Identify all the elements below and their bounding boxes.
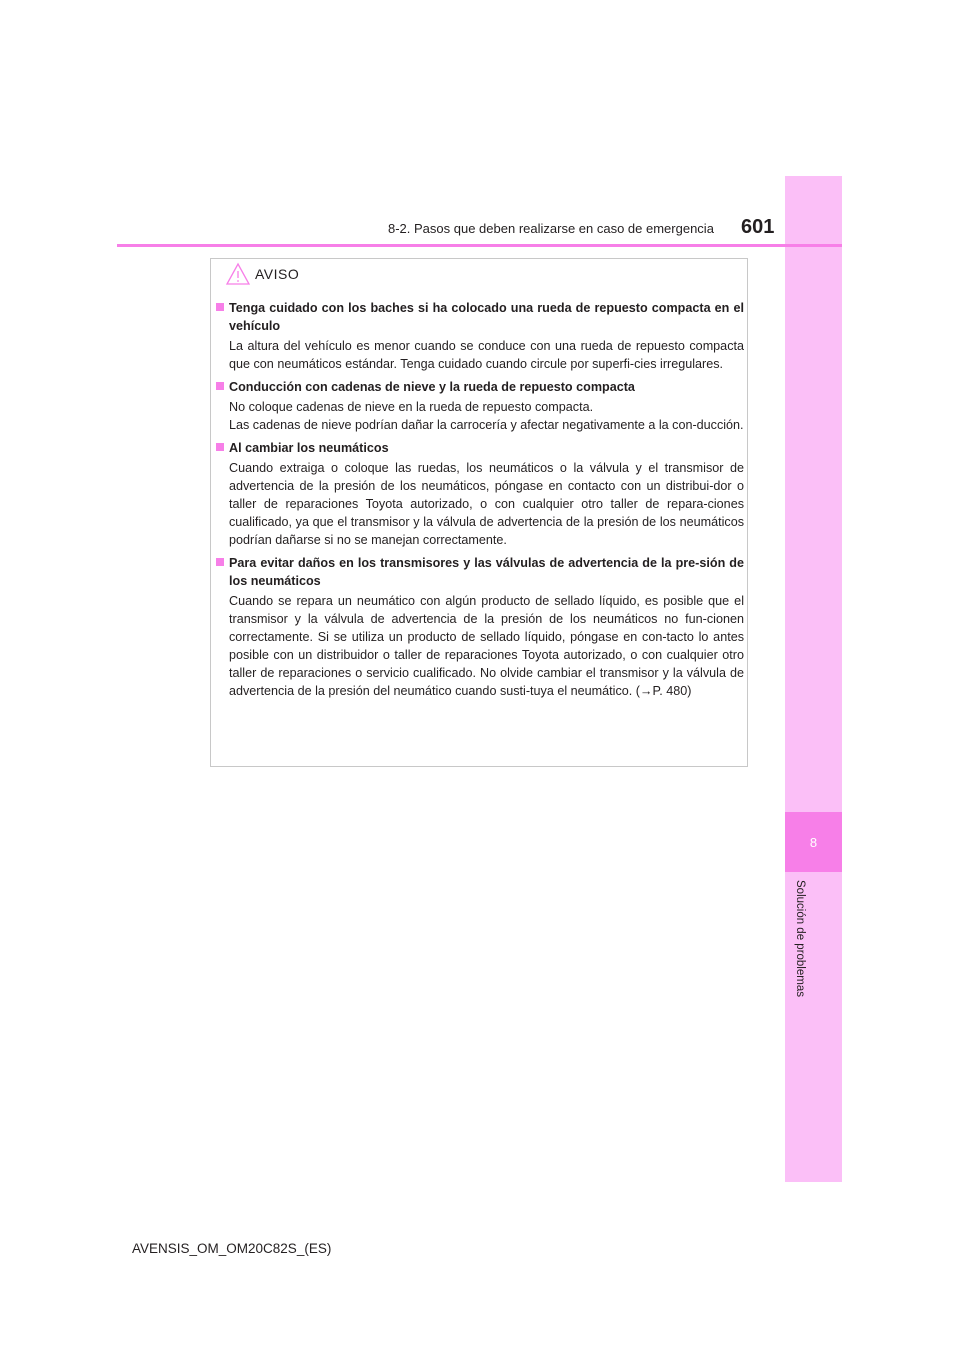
page-number: 601: [741, 216, 775, 238]
section-header-title: 8-2. Pasos que deben realizarse en caso de emergencia: [388, 221, 714, 236]
notice-section: [216, 439, 744, 549]
section-heading-text: Tenga cuidado con los baches si ha colocado una rueda de repuesto compacta en el vehículo: [229, 301, 744, 333]
section-heading-text: Al cambiar los neumáticos: [229, 441, 389, 455]
chapter-label: Solución de problemas: [794, 880, 806, 997]
section-text: No coloque cadenas de nieve en la rueda de repuesto compacta. Las cadenas de nieve podrían dañar la carrocería y afectar negativamente a la con-ducción.: [229, 400, 744, 432]
section-heading: [216, 554, 744, 590]
notice-body: [216, 299, 744, 705]
warning-triangle-icon: [225, 262, 251, 286]
section-heading: [216, 378, 744, 396]
section-text: Cuando extraiga o coloque las ruedas, los neumáticos o la válvula y el transmisor de advertencia de la presión de los neumáticos, póngase en contacto con un distribui-dor o taller de reparaciones Toyota autorizado, o con cualquier otro taller de repara-ciones cualificado, ya que el transmisor y la válvula de advertencia de la presión de los neumáticos podrían dañarse si no se manejan correctamente.: [229, 461, 744, 547]
document-code-footer: AVENSIS_OM_OM20C82S_(ES): [132, 1241, 332, 1256]
section-text: Cuando se repara un neumático con algún producto de sellado líquido, es posible que el transmisor y la válvula de advertencia de la presión de los neumáticos no fun-cionen correctamente. Si se utiliza un producto de sellado líquido, póngase en con-tacto lo antes posible con un distribuidor o taller de reparaciones Toyota autorizado, o con cualquier otro taller de reparaciones o servicio cualificado. No olvide cambiar el transmisor y la válvula de advertencia de la presión del neumático cuando susti-tuya el neumático. (→P. 480): [229, 594, 744, 698]
header-rule: [117, 244, 842, 247]
square-bullet-icon: [216, 382, 224, 390]
notice-section: [216, 378, 744, 434]
square-bullet-icon: [216, 303, 224, 311]
notice-section: [216, 554, 744, 700]
section-heading: [216, 439, 744, 457]
square-bullet-icon: [216, 558, 224, 566]
notice-header: [225, 259, 299, 289]
chapter-number: 8: [809, 834, 818, 850]
notice-section: [216, 299, 744, 373]
chapter-side-band: [785, 176, 842, 1182]
warning-notice-box: [210, 258, 748, 767]
notice-title: AVISO: [255, 266, 300, 282]
chapter-number-tab[interactable]: [785, 812, 842, 872]
section-heading: [216, 299, 744, 335]
section-text: La altura del vehículo es menor cuando se conduce con una rueda de repuesto compacta que con neumáticos estándar. Tenga cuidado cuando circule por superfi-cies irregulares.: [229, 339, 744, 371]
section-heading-text: Conducción con cadenas de nieve y la rueda de repuesto compacta: [229, 380, 635, 394]
section-heading-text: Para evitar daños en los transmisores y las válvulas de advertencia de la pre-sión de los neumáticos: [229, 556, 744, 588]
square-bullet-icon: [216, 443, 224, 451]
